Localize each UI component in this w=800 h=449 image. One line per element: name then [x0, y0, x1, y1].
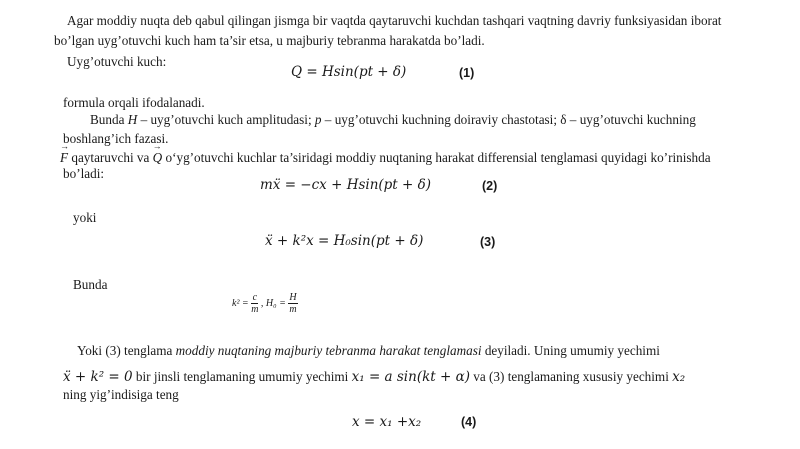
equation-number: (4) — [461, 415, 477, 429]
paragraph-line — [60, 150, 711, 166]
paragraph-line: yoki — [73, 210, 97, 225]
paragraph-line: bo’ladi: — [63, 166, 105, 181]
text-run: , H₀ = — [260, 297, 286, 309]
text-run: bir jinsli tenglamaning umumiy yechimi — [135, 369, 349, 384]
definition-formula — [232, 292, 298, 315]
paragraph-line — [77, 343, 660, 359]
paragraph-line: ning yig’indisiga teng — [63, 387, 179, 402]
text-run: deyiladi. Uning umumiy yechimi — [484, 343, 660, 358]
x2-symbol: x₂ — [672, 369, 686, 385]
symbol-p: p — [314, 112, 322, 127]
equation-number: (1) — [459, 66, 475, 80]
text-run: k² = — [232, 297, 249, 309]
equation-3: ẍ + k²x = H₀sin(pt + δ) — [265, 233, 424, 249]
equation-4: x = x₁ +x₂ — [352, 414, 422, 430]
symbol-H: H — [127, 112, 138, 127]
paragraph-line — [63, 369, 685, 385]
text-run: o‘yg’otuvchi kuchlar ta’siridagi moddiy nuqtaning harakat differensial tenglamasi quyidagi ko’rinishda — [165, 150, 711, 165]
fraction-H-m — [288, 292, 297, 315]
equation-2: mẍ = −cx + Hsin(pt + δ) — [260, 177, 432, 193]
paragraph-line: Agar moddiy nuqta deb qabul qilingan jismga bir vaqtda qaytaruvchi kuchdan tashqari vaqtning davriy funksiyasidan iborat — [67, 13, 722, 28]
paragraph-line: formula orqali ifodalanadi. — [63, 95, 205, 110]
vector-Q: → Q — [153, 150, 163, 166]
numerator: c — [252, 292, 258, 303]
paragraph-line — [90, 112, 696, 128]
italic-term: moddiy nuqtaning majburiy tebranma harakat tenglamasi — [175, 343, 482, 358]
paragraph-line: boshlang’ich fazasi. — [63, 131, 169, 146]
text-run: Yoki (3) tenglama — [77, 343, 173, 358]
paragraph-line: bo’lgan uyg’otuvchi kuch ham ta’sir etsa, u majburiy tebranma harakatda bo’ladi. — [54, 33, 485, 48]
text-run: – uyg’otuvchi kuchning doiraviy chastotasi; δ – uyg’otuvchi kuchning — [324, 112, 696, 127]
text-run: va (3) tenglamaning xususiy yechimi — [473, 369, 669, 384]
numerator: H — [289, 292, 297, 303]
denominator: m — [251, 304, 259, 315]
x1-solution: x₁ = a sin(kt + α) — [351, 369, 470, 385]
fraction-c-m — [251, 292, 258, 315]
vector-F: → F — [60, 150, 68, 166]
equation-number: (3) — [480, 235, 496, 249]
equation-number: (2) — [482, 179, 498, 193]
text-run: qaytaruvchi va — [71, 150, 150, 165]
denominator: m — [289, 304, 297, 315]
homogeneous-equation: ẍ + k² = 0 — [63, 369, 133, 385]
label-text: Uyg’otuvchi kuch: — [67, 54, 167, 69]
equation-1: Q = Hsin(pt + δ) — [291, 64, 407, 80]
paragraph-line: Bunda — [73, 277, 108, 292]
text-run: Bunda — [90, 112, 125, 127]
text-run: – uyg’otuvchi kuch amplitudasi; — [140, 112, 312, 127]
